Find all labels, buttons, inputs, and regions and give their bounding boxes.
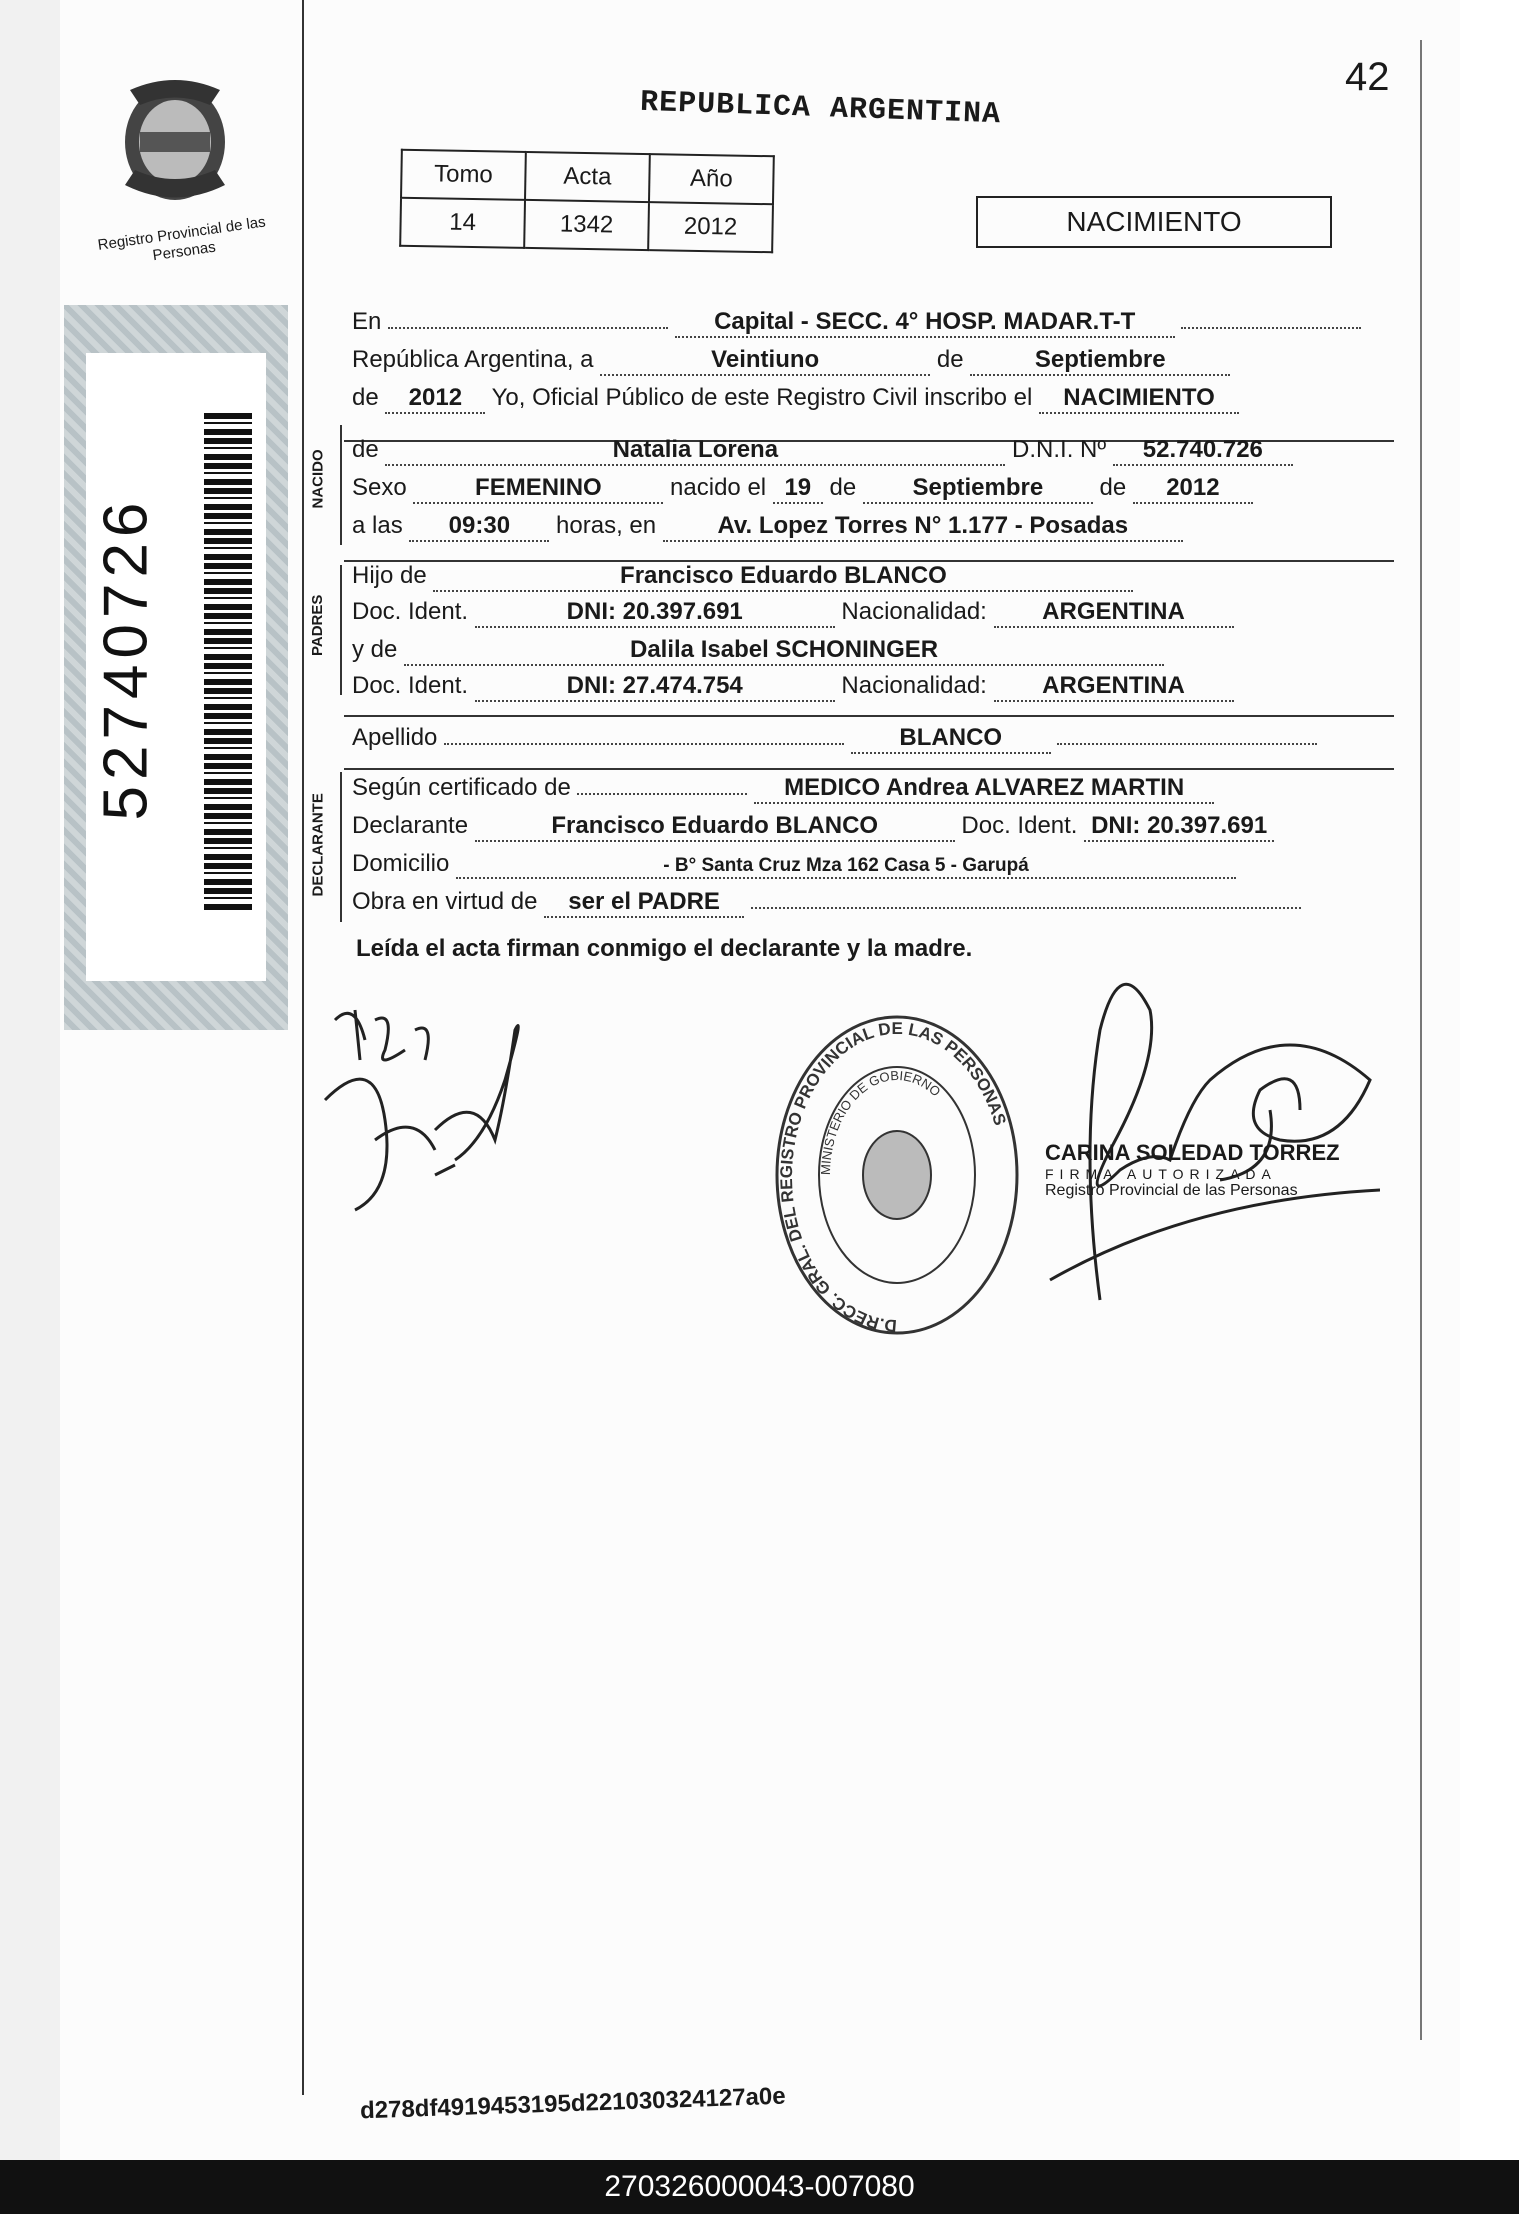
domicilio-value: - B° Santa Cruz Mza 162 Casa 5 - Garupá — [456, 855, 1236, 879]
intro-row-year — [352, 384, 1392, 414]
declarante-row-name — [352, 812, 1392, 842]
en-label: En — [352, 308, 382, 335]
de-label: de — [829, 474, 857, 501]
ref-value-tomo: 14 — [400, 198, 525, 248]
dotted-leader — [1181, 326, 1361, 329]
nacionalidad-label: Nacionalidad: — [841, 672, 987, 699]
padres-row-mother — [352, 636, 1392, 666]
dotted-leader — [577, 792, 747, 795]
declarante-row-cert — [352, 774, 1392, 804]
section-divider — [344, 715, 1394, 717]
apellido-value: BLANCO — [851, 724, 1051, 754]
padres-row-mother-doc — [352, 672, 1392, 702]
padres-row-father-doc — [352, 598, 1392, 628]
apellido-label: Apellido — [352, 724, 438, 751]
dni-label: D.N.I. Nº — [1012, 436, 1107, 463]
doc-ident-label: Doc. Ident. — [961, 812, 1078, 839]
declarante-label: Declarante — [352, 812, 469, 839]
sexo-label: Sexo — [352, 474, 407, 501]
apellido-row — [352, 724, 1392, 754]
nacido-section-label: NACIDO — [309, 449, 327, 509]
nacido-bracket — [340, 425, 342, 545]
stamp-outer-text: D.RECC. GRAL. DEL REGISTRO PROVINCIAL DE LAS PERSONAS — [776, 1018, 1010, 1336]
cert-label: Según certificado de — [352, 774, 571, 801]
bottom-code-bar: 270326000043-007080 — [0, 2160, 1519, 2214]
registry-label: Registro Provincial de las Personas — [96, 213, 267, 265]
barcode-label — [86, 353, 266, 981]
nacido-row-time — [352, 512, 1392, 542]
declarante-row-domicilio — [352, 850, 1392, 879]
doc-ident-label: Doc. Ident. — [352, 598, 469, 625]
padres-bracket — [340, 565, 342, 695]
year-value: 2012 — [385, 384, 485, 414]
intro-row-date — [352, 346, 1392, 376]
de-label: de — [1099, 474, 1127, 501]
sexo-value: FEMENINO — [413, 474, 663, 504]
section-divider — [344, 768, 1394, 770]
official-stamp — [770, 1010, 1025, 1340]
a-las-label: a las — [352, 512, 403, 539]
nacido-row-name — [352, 436, 1392, 466]
child-name-value: Natalia Lorena — [385, 436, 1005, 466]
cert-value: MEDICO Andrea ALVAREZ MARTIN — [754, 774, 1214, 804]
dotted-leader — [1057, 742, 1317, 745]
obra-value: ser el PADRE — [544, 888, 744, 918]
ref-value-anio: 2012 — [648, 202, 773, 252]
declarante-row-obra — [352, 888, 1392, 918]
official-signature — [1040, 950, 1380, 1310]
country-title: REPUBLICA ARGENTINA — [639, 85, 1002, 133]
child-dni-value: 52.740.726 — [1113, 436, 1293, 466]
inscription-value: NACIMIENTO — [1039, 384, 1239, 414]
nacido-row-sex — [352, 474, 1392, 504]
padres-row-father — [352, 562, 1392, 592]
officer-text: Yo, Oficial Público de este Registro Civil inscribo el — [491, 384, 1033, 411]
de-label: de — [936, 346, 964, 373]
declarante-doc-value: DNI: 20.397.691 — [1084, 812, 1274, 842]
birth-hour-value: 09:30 — [409, 512, 549, 542]
day-text-value: Veintiuno — [600, 346, 930, 376]
stamp-inner-text: MINISTERIO DE GOBIERNO — [817, 1067, 944, 1176]
month-value: Septiembre — [970, 346, 1230, 376]
republic-label: República Argentina, a — [352, 346, 594, 373]
dotted-leader — [444, 742, 844, 745]
domicilio-label: Domicilio — [352, 850, 450, 877]
page-margin — [0, 0, 60, 2160]
declarante-bracket — [340, 772, 342, 922]
mother-name-value: Dalila Isabel SCHONINGER — [404, 636, 1164, 666]
act-type-box: NACIMIENTO — [976, 196, 1332, 248]
official-signature-block — [1045, 1140, 1340, 1200]
birth-year-value: 2012 — [1133, 474, 1253, 504]
misiones-seal-icon — [110, 70, 240, 210]
birth-place-value: Av. Lopez Torres N° 1.177 - Posadas — [663, 512, 1183, 542]
closing-statement: Leída el acta firman conmigo el declarante y la madre. — [356, 935, 973, 962]
official-registry: Registro Provincial de las Personas — [1045, 1182, 1298, 1199]
dotted-leader — [751, 906, 1301, 909]
official-title: FIRMA AUTORIZADA — [1045, 1166, 1277, 1182]
doc-ident-label: Doc. Ident. — [352, 672, 469, 699]
barcode-bars-icon — [204, 413, 252, 913]
obra-label: Obra en virtud de — [352, 888, 538, 915]
reference-table — [399, 149, 775, 254]
father-nationality-value: ARGENTINA — [994, 598, 1234, 628]
document-hash: d278df4919453195d221030324127a0e — [359, 2082, 787, 2125]
ref-header-acta: Acta — [525, 152, 650, 202]
father-name-value: Francisco Eduardo BLANCO — [433, 562, 1133, 592]
right-border-line — [1420, 40, 1422, 2040]
horas-label: horas, en — [556, 512, 657, 539]
birth-month-value: Septiembre — [863, 474, 1093, 504]
nacionalidad-label: Nacionalidad: — [841, 598, 987, 625]
father-doc-value: DNI: 20.397.691 — [475, 598, 835, 628]
declarant-signature — [315, 990, 545, 1230]
place-value: Capital - SECC. 4° HOSP. MADAR.T-T — [675, 308, 1175, 338]
declarante-value: Francisco Eduardo BLANCO — [475, 812, 955, 842]
declarante-section-label: DECLARANTE — [309, 793, 327, 897]
page-number: 42 — [1345, 55, 1390, 99]
padres-section-label: PADRES — [309, 594, 326, 656]
ref-header-tomo: Tomo — [401, 150, 526, 200]
de-label: de — [352, 384, 379, 411]
official-name: CARINA SOLEDAD TORREZ — [1045, 1140, 1340, 1165]
ref-header-anio: Año — [649, 154, 774, 204]
intro-row-en — [352, 308, 1392, 338]
ref-value-acta: 1342 — [524, 200, 649, 250]
mother-nationality-value: ARGENTINA — [994, 672, 1234, 702]
mother-doc-value: DNI: 27.474.754 — [475, 672, 835, 702]
birth-day-value: 19 — [773, 474, 823, 504]
left-border-line — [302, 0, 304, 2095]
de-label: de — [352, 436, 379, 463]
hijo-de-label: Hijo de — [352, 562, 427, 589]
barcode-number: 52740726 — [91, 496, 161, 821]
y-de-label: y de — [352, 636, 398, 663]
nacido-el-label: nacido el — [670, 474, 767, 501]
dotted-leader — [388, 326, 668, 329]
barcode-panel — [64, 305, 288, 1030]
